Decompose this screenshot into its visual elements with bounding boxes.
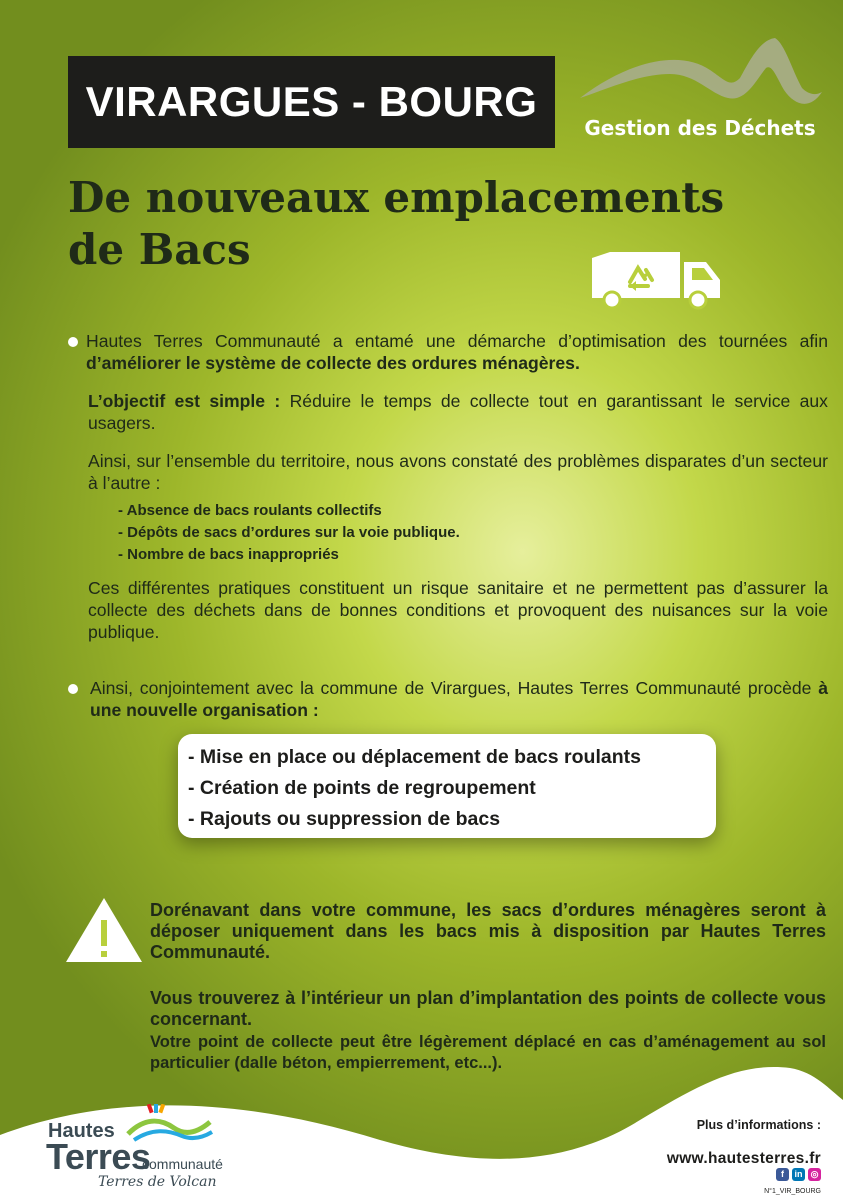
headline-line-2: de Bacs [68, 225, 251, 274]
logo-terres: Terres [46, 1136, 151, 1177]
organisation-paragraph: Ainsi, conjointement avec la commune de Virargues, Hautes Terres Communauté procède à une nouvelle organisation : [90, 678, 828, 720]
hautes-terres-logo [28, 1100, 228, 1195]
problems-intro: Ainsi, sur l’ensemble du territoire, nous avons constaté des problèmes disparates d’un secteur à l’autre : [88, 451, 828, 493]
linkedin-icon[interactable]: in [792, 1168, 805, 1181]
problems-list [118, 500, 460, 566]
warning-paragraph-2: Vous trouverez à l’intérieur un plan d’implantation des points de collecte vous concernant. [150, 988, 826, 1029]
logo-communaute: communauté [142, 1156, 223, 1172]
risk-paragraph: Ces différentes pratiques constituent un risque sanitaire et ne permettent pas d’assurer la collecte des déchets dans de bonnes conditions et provoquent des nuisances sur la voie publique. [88, 578, 828, 642]
social-icons [776, 1168, 821, 1181]
location-title-text: VIRARGUES - BOURG [85, 78, 538, 125]
bullet-icon [68, 684, 78, 694]
list-item: - Dépôts de sacs d’ordures sur la voie publique. [118, 524, 460, 541]
instagram-icon[interactable]: ◎ [808, 1168, 821, 1181]
list-item: - Rajouts ou suppression de bacs [188, 808, 501, 830]
headline-line-1: De nouveaux emplacements [68, 173, 725, 222]
objective-paragraph: L’objectif est simple : Réduire le temps de collecte tout en garantissant le service aux usagers. [88, 391, 828, 433]
document-reference: N°1_VIR_BOURG [764, 1188, 821, 1195]
logo-hautes: Hautes [48, 1120, 115, 1142]
list-item: - Nombre de bacs inappropriés [118, 546, 339, 563]
warning-paragraph-3: Votre point de collecte peut être légèrement déplacé en cas d’aménagement au sol particulier (dalle béton, empierrement, etc...). [150, 1033, 826, 1072]
organisation-list [178, 734, 716, 835]
list-item: - Mise en place ou déplacement de bacs roulants [188, 746, 641, 768]
intro-paragraph-1: Hautes Terres Communauté a entamé une démarche d’optimisation des tournées afin d’améliorer le système de collecte des ordures ménagères. [86, 331, 828, 373]
more-info-label: Plus d’informations : [696, 1118, 821, 1132]
website-link[interactable]: www.hautesterres.fr [666, 1150, 821, 1167]
list-item: - Absence de bacs roulants collectifs [118, 502, 382, 519]
logo-tagline: Terres de Volcan [98, 1174, 217, 1190]
warning-triangle-icon [64, 896, 144, 964]
warning-paragraph-1: Dorénavant dans votre commune, les sacs d’ordures ménagères seront à déposer uniquement dans les bacs mis à disposition par Hautes Terres Communauté. [150, 900, 826, 962]
organisation-box [178, 734, 716, 838]
facebook-icon[interactable]: f [776, 1168, 789, 1181]
bullet-icon [68, 337, 78, 347]
list-item: - Création de points de regroupement [188, 777, 536, 799]
brand-text: Gestion des Déchets [584, 116, 816, 140]
